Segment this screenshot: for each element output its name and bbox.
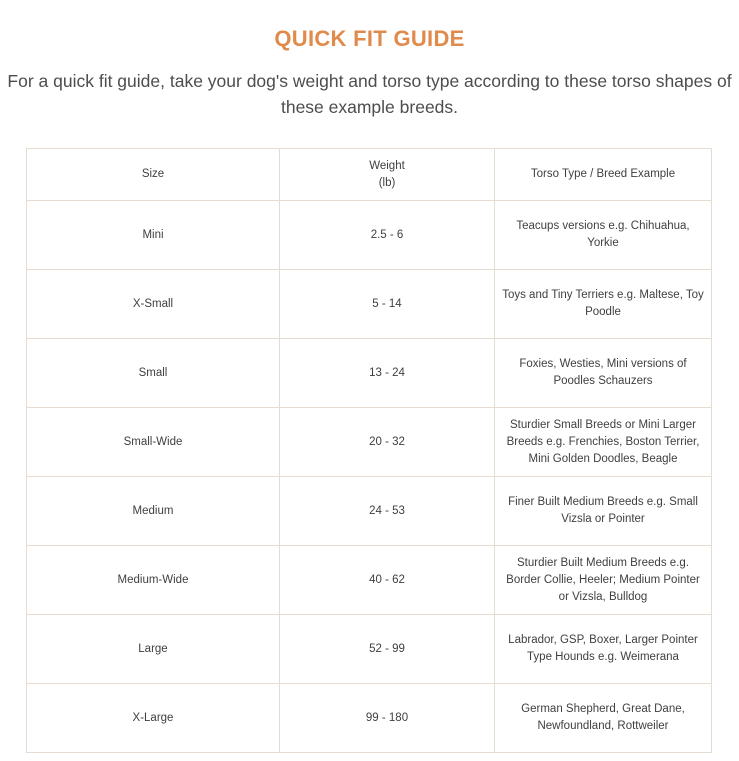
cell-size: Medium: [27, 477, 280, 546]
cell-torso: Teacups versions e.g. Chihuahua, Yorkie: [495, 201, 712, 270]
cell-size: Medium-Wide: [27, 546, 280, 615]
cell-size: Small: [27, 339, 280, 408]
header-weight-line-1: Weight: [369, 159, 405, 172]
fit-guide-table: [26, 148, 712, 753]
cell-weight: 40 - 62: [280, 546, 495, 615]
table-row: [27, 546, 712, 615]
cell-torso: Foxies, Westies, Mini versions of Poodles Schauzers: [495, 339, 712, 408]
table-header-row: [27, 149, 712, 201]
table-row: [27, 615, 712, 684]
page-title: QUICK FIT GUIDE: [274, 25, 465, 51]
cell-weight: 13 - 24: [280, 339, 495, 408]
cell-size: X-Large: [27, 684, 280, 753]
header-weight-line-2: (lb): [378, 176, 396, 189]
cell-torso: Labrador, GSP, Boxer, Larger Pointer Type Hounds e.g. Weimerana: [495, 615, 712, 684]
intro-line-2: these example breeds.: [280, 97, 459, 117]
table-row: [27, 477, 712, 546]
cell-torso: Finer Built Medium Breeds e.g. Small Vizsla or Pointer: [495, 477, 712, 546]
table-row: [27, 201, 712, 270]
header-weight: [280, 149, 495, 201]
header-size: Size: [27, 149, 280, 201]
cell-size: Large: [27, 615, 280, 684]
intro-text: [0, 68, 739, 120]
table-row: [27, 684, 712, 753]
header-torso: Torso Type / Breed Example: [495, 149, 712, 201]
table-row: [27, 408, 712, 477]
cell-size: X-Small: [27, 270, 280, 339]
cell-size: Mini: [27, 201, 280, 270]
cell-torso: Sturdier Built Medium Breeds e.g. Border Collie, Heeler; Medium Pointer or Vizsla, Bulldog: [495, 546, 712, 615]
cell-size: Small-Wide: [27, 408, 280, 477]
cell-weight: 2.5 - 6: [280, 201, 495, 270]
cell-weight: 5 - 14: [280, 270, 495, 339]
cell-torso: Sturdier Small Breeds or Mini Larger Breeds e.g. Frenchies, Boston Terrier, Mini Golden Doodles, Beagle: [495, 408, 712, 477]
cell-torso: Toys and Tiny Terriers e.g. Maltese, Toy Poodle: [495, 270, 712, 339]
table-row: [27, 270, 712, 339]
cell-weight: 20 - 32: [280, 408, 495, 477]
cell-weight: 99 - 180: [280, 684, 495, 753]
cell-weight: 24 - 53: [280, 477, 495, 546]
cell-torso: German Shepherd, Great Dane, Newfoundland, Rottweiler: [495, 684, 712, 753]
table-row: [27, 339, 712, 408]
cell-weight: 52 - 99: [280, 615, 495, 684]
intro-line-1: For a quick fit guide, take your dog's weight and torso type according to these torso shapes of: [7, 71, 732, 91]
